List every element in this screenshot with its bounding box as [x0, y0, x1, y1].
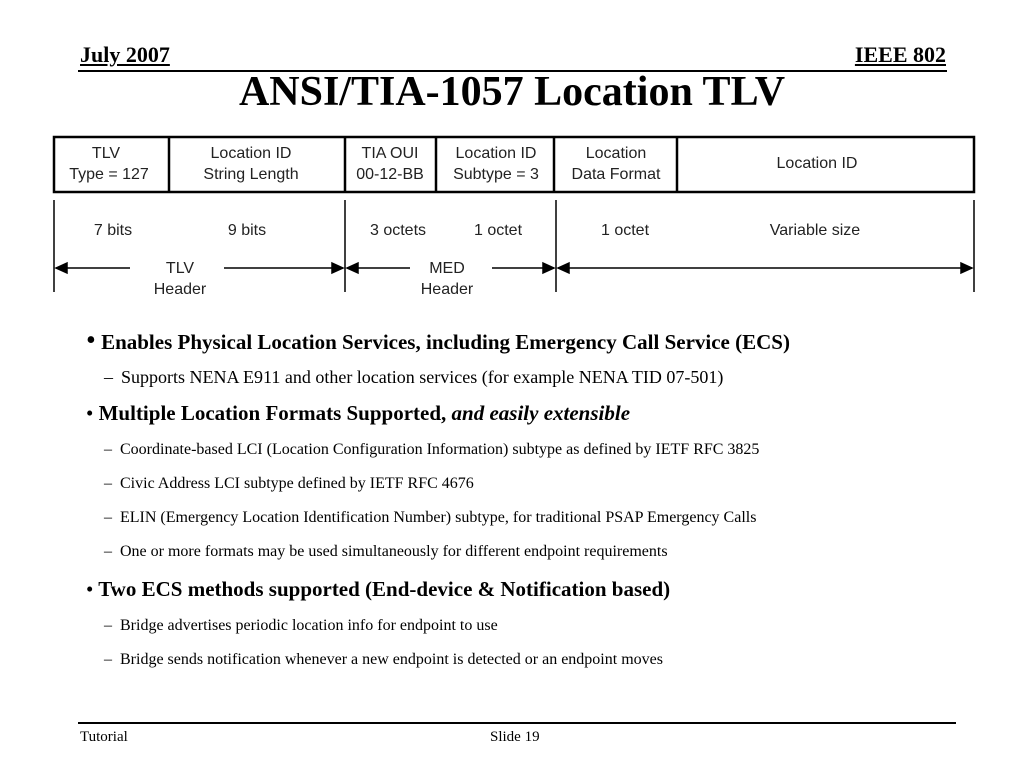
bullet-text: Enables Physical Location Services, including Emergency Call Service (ECS)	[101, 330, 790, 354]
size-label: 1 octet	[473, 222, 523, 239]
dash-symbol: –	[104, 441, 112, 458]
bullet-text: Two ECS methods supported (End-device & Notification based)	[98, 577, 671, 601]
header-date: July 2007	[80, 42, 170, 67]
field-label: Location ID	[210, 145, 292, 162]
bullet-text-italic: and easily extensible	[451, 401, 631, 425]
dash-symbol: –	[104, 509, 112, 526]
bullet-list	[86, 326, 966, 671]
field-label: String Length	[203, 166, 299, 183]
size-label: 3 octets	[369, 222, 427, 239]
slide-number: Slide 19	[490, 729, 540, 745]
bullet-symbol: •	[86, 325, 96, 356]
bullet-text: Multiple Location Formats Supported,	[98, 401, 447, 425]
bullet-symbol: •	[86, 401, 94, 425]
dash-symbol: –	[104, 475, 112, 492]
group-label: TLV	[165, 260, 195, 277]
field-label: TLV	[91, 145, 121, 162]
arrowhead	[347, 263, 358, 273]
sub-item-text: Bridge advertises periodic location info for endpoint to use	[120, 617, 498, 634]
arrowhead	[961, 263, 972, 273]
field-label: 00-12-BB	[356, 166, 424, 183]
sub-item	[86, 649, 966, 671]
field-label: Location ID	[776, 155, 858, 172]
group-label: Header	[153, 281, 207, 298]
size-label: Variable size	[769, 222, 861, 239]
footer-left-text: Tutorial	[80, 729, 128, 745]
size-label: 1 octet	[600, 222, 650, 239]
sub-item	[86, 365, 966, 389]
field-label: Location	[585, 145, 647, 162]
field-label: Subtype = 3	[453, 166, 539, 183]
sub-item	[86, 541, 966, 563]
arrowhead	[558, 263, 569, 273]
size-label: 9 bits	[227, 222, 267, 239]
group-label: MED	[429, 260, 465, 277]
sub-item-text: One or more formats may be used simultaneously for different endpoint requirements	[120, 543, 668, 560]
sub-item	[86, 507, 966, 529]
bullet-item	[86, 575, 966, 603]
slide-title: ANSI/TIA-1057 Location TLV	[238, 69, 786, 115]
arrowhead	[332, 263, 343, 273]
sub-item-text: Coordinate-based LCI (Location Configuration Information) subtype as defined by IETF RFC 3825	[120, 441, 760, 458]
field-label: Data Format	[571, 166, 661, 183]
bullet-symbol: •	[86, 577, 94, 601]
field-label: Location ID	[455, 145, 537, 162]
sub-item-text: ELIN (Emergency Location Identification Number) subtype, for traditional PSAP Emergency Calls	[120, 509, 757, 526]
arrowhead	[56, 263, 67, 273]
size-label: 7 bits	[93, 222, 133, 239]
dash-symbol: –	[104, 617, 112, 634]
sub-item	[86, 473, 966, 495]
sub-item-text: Bridge sends notification whenever a new endpoint is detected or an endpoint moves	[120, 651, 663, 668]
bullet-item	[86, 399, 966, 427]
sub-item	[86, 439, 966, 461]
field-label: Type = 127	[69, 166, 149, 183]
group-label: Header	[420, 281, 474, 298]
header-group: IEEE 802	[854, 42, 946, 67]
dash-symbol: –	[104, 543, 112, 560]
dash-symbol: –	[104, 651, 112, 668]
bullet-item	[86, 326, 966, 357]
sub-item	[86, 615, 966, 637]
tlv-format-diagram	[40, 132, 980, 298]
footer-divider	[78, 722, 956, 724]
arrowhead	[543, 263, 554, 273]
sub-item-text: Civic Address LCI subtype defined by IETF RFC 4676	[120, 475, 474, 492]
dash-symbol: –	[104, 367, 113, 387]
sub-item-text: Supports NENA E911 and other location services (for example NENA TID 07-501)	[121, 367, 724, 387]
field-label: TIA OUI	[361, 145, 419, 162]
